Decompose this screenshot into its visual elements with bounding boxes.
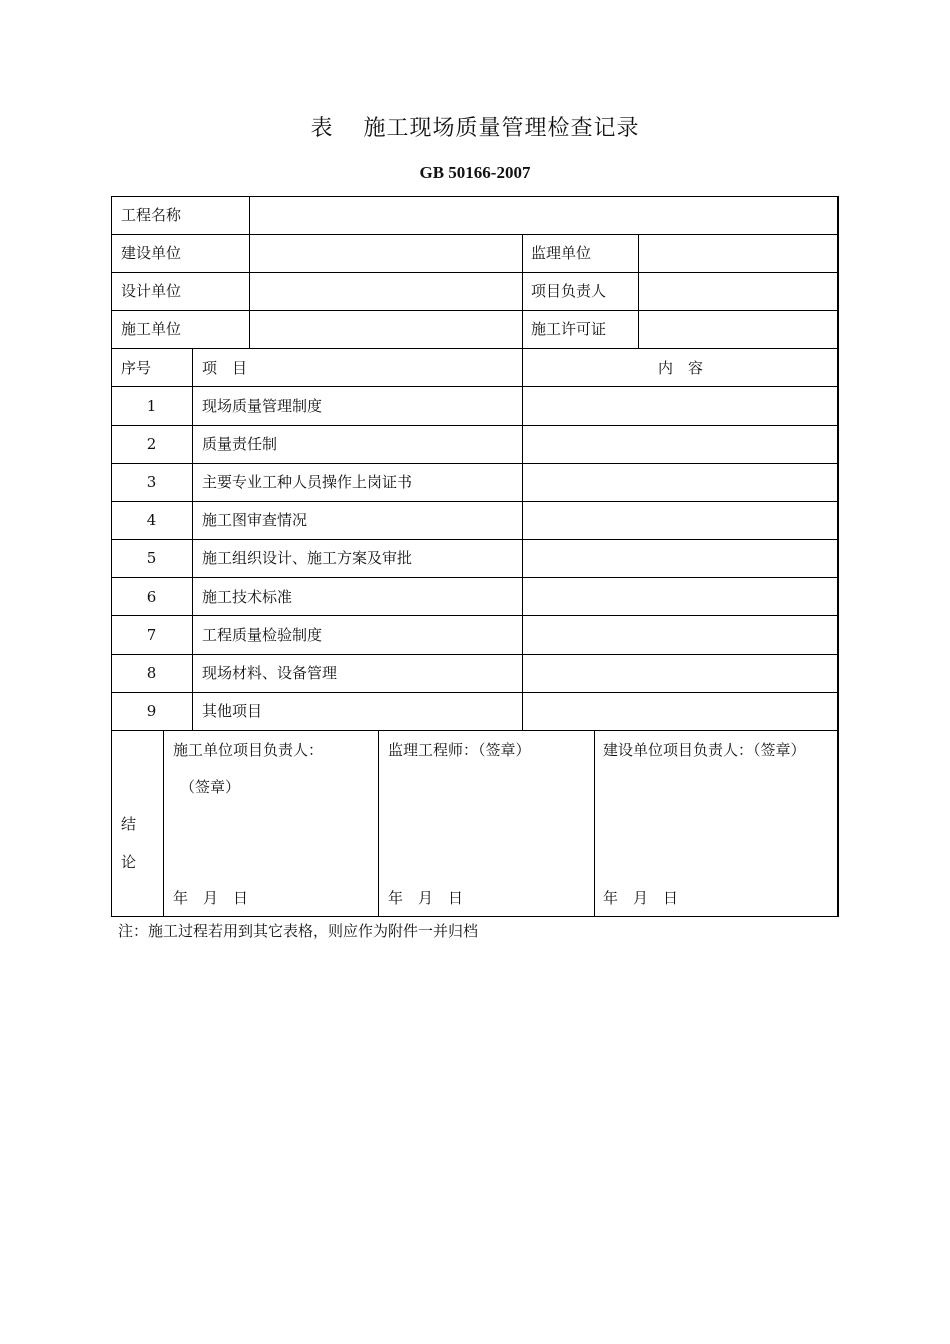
column-header-item: 项 目 [202,359,248,377]
row-number: 8 [146,664,157,682]
table-rule [111,501,839,502]
row-number: 7 [146,626,157,644]
table-rule [111,348,839,349]
table-rule [111,272,839,273]
row-item: 其他项目 [202,702,263,720]
standard-code: GB 50166-2007 [419,163,531,182]
date-line: 年 月 日 [603,889,679,907]
contractor-leader-signature: 施工单位项目负责人： [173,741,324,759]
contractor-seal: （签章） [180,778,241,796]
table-rule [111,425,839,426]
table-rule [522,234,523,348]
title-main: 施工现场质量管理检查记录 [363,116,640,141]
conclusion-label: 论 [121,853,137,871]
table-rule [111,730,839,731]
table-rule [111,463,839,464]
footnote: 注：施工过程若用到其它表格，则应作为附件一并归档 [118,922,479,940]
table-rule [111,692,839,693]
table-rule [111,234,839,235]
row-item: 工程质量检验制度 [202,626,323,644]
label-design-unit: 设计单位 [121,282,182,300]
row-item: 质量责任制 [202,435,278,453]
row-number: 2 [146,435,157,453]
table-rule [111,539,839,540]
column-header-content: 内 容 [657,359,703,377]
date-line: 年 月 日 [388,889,464,907]
row-number: 4 [146,511,157,529]
row-number: 1 [146,397,157,415]
label-project-leader: 项目负责人 [531,282,607,300]
column-header-seq: 序号 [121,359,152,377]
row-number: 5 [146,549,157,567]
table-rule [111,615,839,616]
row-number: 3 [146,473,157,491]
row-item: 现场材料、设备管理 [202,664,338,682]
document-title [0,111,950,142]
row-item: 施工图审查情况 [202,511,308,529]
table-rule [111,654,839,655]
title-prefix: 表 [310,116,334,141]
table-rule [163,730,164,917]
row-item: 施工技术标准 [202,588,293,606]
table-rule [249,196,250,348]
label-project-name: 工程名称 [121,206,182,224]
table-rule [111,386,839,387]
table-rule [638,234,639,348]
supervisor-signature: 监理工程师：（签章） [388,741,531,759]
label-construction-permit: 施工许可证 [531,320,607,338]
row-item: 现场质量管理制度 [202,397,323,415]
table-rule [111,577,839,578]
table-rule [378,730,379,917]
conclusion-label: 结 [121,815,137,833]
table-rule [522,348,523,730]
owner-leader-signature: 建设单位项目负责人：（签章） [603,741,806,759]
table-rule [594,730,595,917]
label-contractor-unit: 施工单位 [121,320,182,338]
table-rule [192,348,193,730]
label-supervision-unit: 监理单位 [531,244,592,262]
table-rule [111,310,839,311]
label-construction-unit: 建设单位 [121,244,182,262]
row-number: 6 [146,588,157,606]
date-line: 年 月 日 [173,889,249,907]
row-item: 主要专业工种人员操作上岗证书 [202,473,413,491]
row-item: 施工组织设计、施工方案及审批 [202,549,413,567]
row-number: 9 [146,702,157,720]
